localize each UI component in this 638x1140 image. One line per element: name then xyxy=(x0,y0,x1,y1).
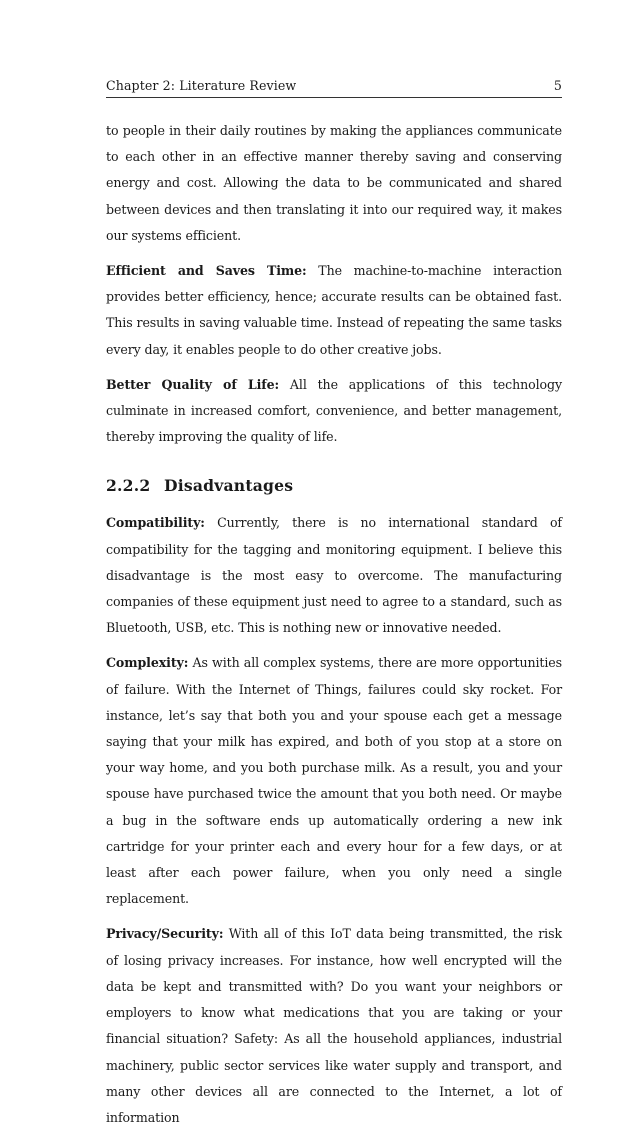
section-heading xyxy=(106,476,562,495)
advantage-text: The machine-to-machine interaction provides better efficiency, hence; accurate results can be obtained fast. This results in saving valuable time. Instead of repeating the same tasks every day, it enables people to do other creative jobs. xyxy=(106,263,562,357)
chapter-title: Chapter 2: Literature Review xyxy=(106,78,297,93)
advantage-paragraph xyxy=(106,372,562,451)
disadvantage-term: Complexity: xyxy=(106,655,189,671)
advantage-paragraph xyxy=(106,258,562,363)
advantage-text: All the applications of this technology culminate in increased comfort, convenience, and better management, thereby improving the quality of life. xyxy=(106,376,562,445)
disadvantage-paragraph xyxy=(106,921,562,1131)
intro-paragraph: to people in their daily routines by making the appliances communicate to each other in an effective manner thereby saving and conserving energy and cost. Allowing the data to be communicated and shared between devices and then translating it into our required way, it makes our systems efficient. xyxy=(106,123,562,243)
section-title: Disadvantages xyxy=(164,476,294,496)
advantage-term: Efficient and Saves Time: xyxy=(106,263,307,279)
disadvantage-term: Privacy/Security: xyxy=(106,926,224,942)
disadvantage-text: Currently, there is no international standard of compatibility for the tagging and monitoring equipment. I believe this disadvantage is the most easy to overcome. The manufacturing companies of these equipment just need to agree to a standard, such as Bluetooth, USB, etc. This is nothing new or innovative needed. xyxy=(106,515,562,636)
section-number: 2.2.2 xyxy=(106,476,151,496)
disadvantage-text: With all of this IoT data being transmitted, the risk of losing privacy increases. For instance, how well encrypted will the data be kept and transmitted with? Do you want your neighbors or employers to know what medications that you are taking or your financial situation? Safety: As all the household appliances, industrial machinery, public sector services like water supply and transport, and many other devices all are connected to the Internet, a lot of information xyxy=(106,926,562,1125)
advantage-term: Better Quality of Life: xyxy=(106,376,280,392)
disadvantage-paragraph xyxy=(106,650,562,912)
running-header xyxy=(106,78,562,98)
disadvantage-text: As with all complex systems, there are more opportunities of failure. With the Internet of Things, failures could sky rocket. For instance, let’s say that both you and your spouse each get a message saying that your milk has expired, and both of you stop at a store on your way home, and you both purchase milk. As a result, you and your spouse have purchased twice the amount that you both need. Or maybe a bug in the software ends up automatically ordering a new ink cartridge for your printer each and every hour for a few days, or at least after each power failure, when you only need a single replacement. xyxy=(106,655,563,907)
body-text xyxy=(106,118,562,1131)
page-number: 5 xyxy=(553,78,562,93)
disadvantage-term: Compatibility: xyxy=(106,515,205,531)
document-page xyxy=(106,78,562,1140)
disadvantage-paragraph xyxy=(106,510,562,641)
